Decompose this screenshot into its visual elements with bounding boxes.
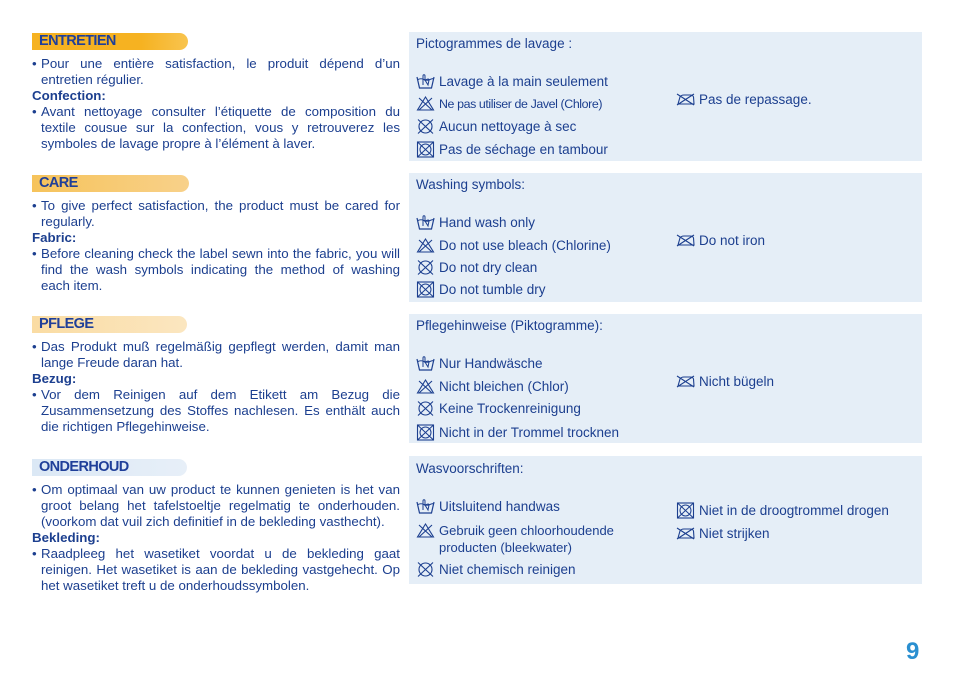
paragraph-de-1: • Das Produkt muß regelmäßig gepflegt werden, damit man lange Freude daran hat.: [32, 339, 400, 371]
section-fr: [32, 33, 400, 152]
symbol-noiron-nl: [676, 525, 770, 542]
no-bleach-icon: [416, 522, 435, 539]
symbol-label: Niet chemisch reinigen: [439, 562, 576, 577]
washing-box-en: [409, 173, 922, 302]
no-iron-icon: [676, 373, 695, 390]
heading-entretien: ENTRETIEN: [32, 33, 188, 50]
heading-onderhoud: ONDERHOUD: [32, 459, 187, 476]
symbol-handwash-en: [416, 214, 535, 231]
symbol-label: Aucun nettoyage à sec: [439, 119, 577, 134]
no-tumble-dry-icon: [676, 502, 695, 519]
no-dry-clean-icon: [416, 259, 435, 276]
symbol-noiron-de: [676, 373, 774, 390]
symbol-nodryclean-de: [416, 400, 581, 417]
no-bleach-icon: [416, 95, 435, 112]
symbol-label: Nicht in der Trommel trocknen: [439, 425, 620, 440]
no-dry-clean-icon: [416, 400, 435, 417]
symbol-label: Hand wash only: [439, 215, 536, 230]
symbol-nobleach-de: [416, 378, 569, 395]
subheading-confection: Confection:: [32, 88, 106, 103]
symbol-notumble-fr: [416, 141, 608, 158]
washing-box-de: [409, 314, 922, 443]
symbol-noiron-fr: [676, 91, 812, 108]
box-title-fr: Pictogrammes de lavage :: [416, 36, 573, 51]
box-title-en: Washing symbols:: [416, 177, 526, 192]
symbol-label: Keine Trockenreinigung: [439, 401, 581, 416]
subheading-fabric: Fabric:: [32, 230, 77, 245]
heading-pflege: PFLEGE: [32, 316, 187, 333]
heading-care: CARE: [32, 175, 189, 192]
paragraph-de-2: • Vor dem Reinigen auf dem Etikett am Bezug die Zusammensetzung des Stoffes nachlesen. Es enthält auch die richtigen Pflegehinweise.: [32, 387, 400, 435]
no-bleach-icon: [416, 237, 435, 254]
no-iron-icon: [676, 525, 695, 542]
page-number: 9: [906, 638, 920, 665]
no-dry-clean-icon: [416, 561, 435, 578]
symbol-notumble-de: [416, 424, 619, 441]
symbol-nodryclean-fr: [416, 118, 576, 135]
section-de: [32, 316, 400, 435]
paragraph-fr-2: • Avant nettoyage consulter l’étiquette de composition du textile cousue sur la confection, vous y retrouverez les symboles de lavage propre à l’élément à laver.: [32, 104, 400, 152]
symbol-noiron-en: [676, 232, 765, 249]
symbol-label: Gebruik geen chloorhoudende producten (bleekwater): [439, 523, 614, 555]
no-tumble-dry-icon: [416, 281, 435, 298]
handwash-icon: [416, 73, 435, 90]
symbol-label: Niet in de droogtrommel drogen: [699, 503, 889, 518]
symbol-notumble-en: [416, 281, 546, 298]
no-dry-clean-icon: [416, 118, 435, 135]
symbol-nodryclean-nl: [416, 561, 576, 578]
symbol-label: Nicht bleichen (Chlor): [439, 379, 569, 394]
paragraph-en-1: • To give perfect satisfaction, the product must be cared for regularly.: [32, 198, 400, 230]
symbol-label: Pas de repassage.: [699, 92, 812, 107]
symbol-label: Nicht bügeln: [699, 374, 775, 389]
section-nl: [32, 459, 400, 594]
symbol-label: Do not use bleach (Chlorine): [439, 238, 611, 253]
symbol-label: Uitsluitend handwas: [439, 499, 560, 514]
symbol-nodryclean-en: [416, 259, 537, 276]
symbol-notumble-nl: [676, 502, 889, 519]
symbol-label: Pas de séchage en tambour: [439, 142, 608, 157]
symbol-handwash-de: [416, 355, 543, 372]
symbol-label: Niet strijken: [699, 526, 770, 541]
symbol-label: Do not tumble dry: [439, 282, 546, 297]
subheading-bezug: Bezug:: [32, 371, 77, 386]
paragraph-nl-1: • Om optimaal van uw product te kunnen genieten is het van groot belang het tafelstoeltje regelmatig te onderhouden. (voorkom dat vuil zich definitief in de bekleding vasthecht).: [32, 482, 400, 530]
section-en: [32, 175, 400, 294]
symbol-label: Do not iron: [699, 233, 766, 248]
box-title-nl: Wasvoorschriften:: [416, 461, 524, 476]
symbol-nobleach-en: [416, 237, 611, 254]
paragraph-nl-2: • Raadpleeg het wasetiket voordat u de bekleding gaat reinigen. Het wasetiket is aan de bekleding vastgehecht. Op het wasetiket treft u de onderhoudssymbolen.: [32, 546, 400, 594]
symbol-label: Ne pas utiliser de Javel (Chlore): [439, 96, 603, 111]
box-title-de: Pflegehinweise (Piktogramme):: [416, 318, 603, 333]
symbol-nobleach-fr: [416, 95, 602, 112]
symbol-label: Nur Handwäsche: [439, 356, 543, 371]
washing-box-fr: [409, 32, 922, 161]
symbol-handwash-fr: [416, 73, 608, 90]
paragraph-en-2: • Before cleaning check the label sewn into the fabric, you will find the wash symbols indicating the method of washing each item.: [32, 246, 400, 294]
no-bleach-icon: [416, 378, 435, 395]
handwash-icon: [416, 355, 435, 372]
no-tumble-dry-icon: [416, 424, 435, 441]
paragraph-fr-1: • Pour une entière satisfaction, le produit dépend d’un entretien régulier.: [32, 56, 400, 88]
symbol-handwash-nl: [416, 498, 560, 515]
handwash-icon: [416, 214, 435, 231]
symbol-label: Do not dry clean: [439, 260, 538, 275]
subheading-bekleding: Bekleding:: [32, 530, 100, 545]
no-iron-icon: [676, 232, 695, 249]
washing-box-nl: [409, 456, 922, 584]
handwash-icon: [416, 498, 435, 515]
no-tumble-dry-icon: [416, 141, 435, 158]
symbol-nobleach-nl: [416, 522, 646, 556]
no-iron-icon: [676, 91, 695, 108]
symbol-label: Lavage à la main seulement: [439, 74, 608, 89]
